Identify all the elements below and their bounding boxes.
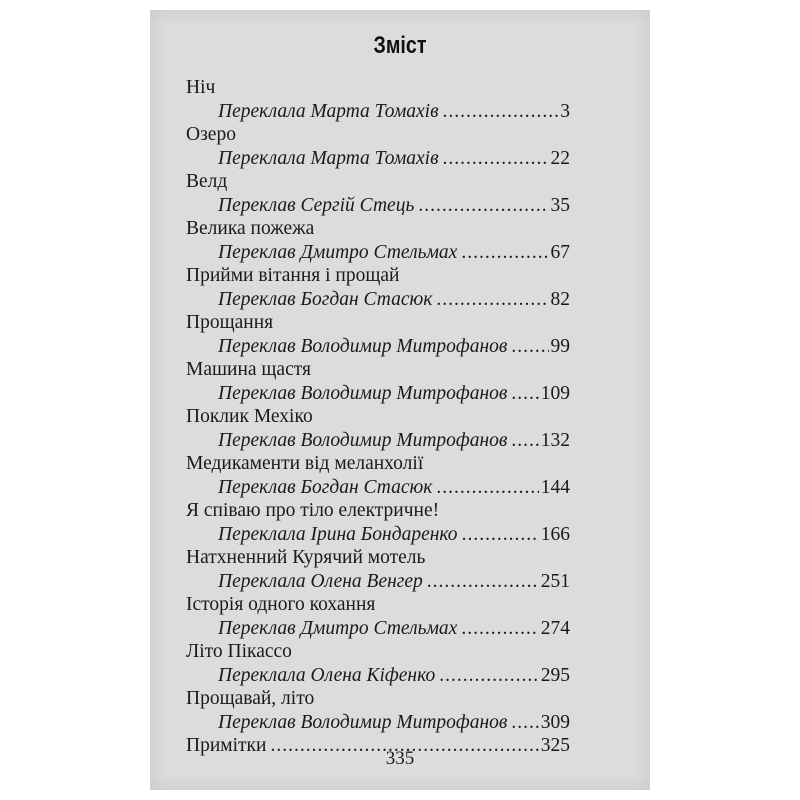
toc-entry-page: 22 [550,147,570,169]
toc-entry-translator: Переклав Володимир Митрофанов [218,382,508,404]
toc-entry-line [186,429,570,453]
toc-entry-line [186,711,570,735]
toc-entry-translator: Переклала Ірина Бондаренко [218,523,458,545]
toc-entry-translator: Переклав Дмитро Стельмах [218,241,458,263]
toc-entry-page: 67 [550,241,570,263]
toc-entry-page: 251 [540,570,570,592]
toc-entry-line [186,476,570,500]
toc-entry-title: Літо Пікассо [186,641,292,662]
toc-entry-page: 109 [540,382,570,404]
toc-leader-dots [511,382,538,406]
toc-notes-title: Примітки [186,735,267,756]
toc-entry-translator: Переклала Марта Томахів [218,100,439,122]
toc-entry-line [186,288,570,312]
toc-entry-title: Поклик Мехіко [186,406,313,427]
toc-entry-line [186,335,570,359]
toc-leader-dots [443,100,559,124]
toc-entry-page: 166 [540,523,570,545]
toc-entry-page: 274 [540,617,570,639]
toc-leader-dots [436,288,548,312]
toc-entry-title: Велика пожежа [186,218,315,239]
toc-entry-page: 82 [550,288,570,310]
toc-entry-page: 144 [540,476,570,498]
toc-entry-page: 3 [560,100,570,122]
toc-leader-dots [436,476,538,500]
toc-entry-page: 35 [550,194,570,216]
toc-entry-translator: Переклав Сергій Стець [218,194,415,216]
toc-entry-title: Ніч [186,77,216,98]
toc-leader-dots [511,711,538,735]
toc-entry-line [186,664,570,688]
toc-entry-translator: Переклав Богдан Стасюк [218,288,433,310]
book-page [150,10,650,790]
toc-entry-translator: Переклав Богдан Стасюк [218,476,433,498]
toc-entry-translator: Переклала Марта Томахів [218,147,439,169]
toc-entry-page: 132 [540,429,570,451]
toc-entry-line [186,523,570,547]
toc-leader-dots [461,241,548,265]
toc-entry-title: Велд [186,171,228,192]
toc-entry-translator: Переклав Володимир Митрофанов [218,711,508,733]
toc-entry-title: Прощавай, літо [186,688,315,709]
page-title: Зміст [373,32,427,59]
toc-leader-dots [439,664,539,688]
toc-entry-line [186,194,570,218]
toc-entry-title: Медикаменти від меланхолії [186,453,424,474]
toc-entry-page: 295 [540,664,570,686]
toc-entry-title: Машина щастя [186,359,311,380]
toc-leader-dots [418,194,548,218]
toc-leader-dots [511,429,538,453]
toc-entry-translator: Переклав Дмитро Стельмах [218,617,458,639]
toc-entry-line [186,100,570,124]
toc-notes-page: 325 [540,735,570,756]
toc-leader-dots [427,570,539,594]
toc-entry-translator: Переклав Володимир Митрофанов [218,335,508,357]
toc-entry-line [186,382,570,406]
toc-entry-page: 309 [540,711,570,733]
toc-entry-title: Я співаю про тіло електричне! [186,500,440,521]
toc-leader-dots [461,617,538,641]
toc-entry-page: 99 [550,335,570,357]
toc-entry-line [186,617,570,641]
table-of-contents [186,76,570,758]
toc-entry-title: Прийми вітання і прощай [186,265,400,286]
toc-entry-line [186,147,570,171]
toc-entry-line [186,570,570,594]
toc-entry-translator: Переклала Олена Венгер [218,570,423,592]
toc-entry-translator: Переклала Олена Кіфенко [218,664,436,686]
page-number: 335 [385,748,415,769]
toc-entry-title: Прощання [186,312,274,333]
toc-leader-dots [443,147,549,171]
toc-entry-title: Натхненний Курячий мотель [186,547,426,568]
toc-leader-dots [511,335,548,359]
toc-entry-line [186,241,570,265]
toc-entry-translator: Переклав Володимир Митрофанов [218,429,508,451]
toc-entry-title: Історія одного кохання [186,594,376,615]
toc-entry-title: Озеро [186,124,236,145]
toc-leader-dots [462,523,539,547]
